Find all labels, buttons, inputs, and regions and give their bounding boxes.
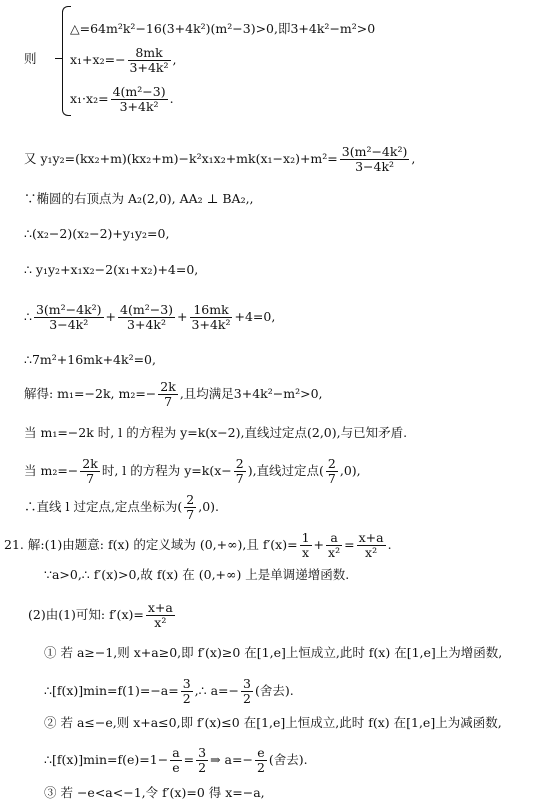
case3-line: ③ 若 −e<a<−1,令 f′(x)=0 得 x=−a,: [44, 785, 265, 800]
case-m2-line: 当 m₂=− $\frac{2k}{7}$ 时, l 的方程为 y=k(x− $\frac{2}{7}$ ),直线过定点( $\frac{2}{7}$ ,0),: [24, 456, 361, 486]
y1y2-line: 又 y₁y₂=(kx₂+m)(kx₂+m)−k²x₁x₂+mk(x₁−x₂)+m²= $\frac{\text{3(m²−4k²)}}{\text{3−4k²}}$ ,: [24, 144, 416, 174]
vertex-line: ∵椭圆的右顶点为 A₂(2,0), AA₂ ⊥ BA₂,,: [24, 191, 254, 206]
fixed-point-line: ∴直线 l 过定点,定点坐标为( $\frac{2}{7}$ ,0).: [24, 492, 220, 522]
sum-line: x₁+x₂=− $\frac{8mk}{\text{3+4k²}}$ ,: [70, 45, 177, 75]
then-label: 则: [24, 51, 37, 66]
discriminant-line: △=64m²k²−16(3+4k²)(m²−3)>0,即3+4k²−m²>0: [70, 21, 376, 36]
case2-line: ② 若 a≤−e,则 x+a≤0,即 f′(x)≤0 在[1,e]上恒成立,此时 f(x) 在[1,e]上为减函数,: [44, 715, 502, 730]
case2-result-line: ∴[f(x)]min=f(e)=1− $\frac{a}{e}$ = $\frac{3}{2}$ ⇒ a=− $\frac{e}{2}$ (舍去).: [44, 745, 308, 775]
expand-line: ∴ y₁y₂+x₁x₂−2(x₁+x₂)+4=0,: [24, 262, 199, 277]
substitute-line: ∴ $\frac{\text{3(m²−4k²)}}{\text{3−4k²}}$ + $\frac{\text{4(m²−3)}}{\text{3+4k²}}$ + $\frac{16mk}{\text{3+4k²}}$ +4=0,: [24, 302, 276, 332]
case1-result-line: ∴[f(x)]min=f(1)=−a= $\frac{3}{2}$ ,∴ a=− $\frac{3}{2}$ (舍去).: [44, 676, 294, 706]
case1-line: ① 若 a≥−1,则 x+a≥0,即 f′(x)≥0 在[1,e]上恒成立,此时 f(x) 在[1,e]上为增函数,: [44, 645, 503, 660]
perp-eq-line: ∴(x₂−2)(x₂−2)+y₁y₂=0,: [24, 226, 170, 241]
increasing-line: ∵a>0,∴ f′(x)>0,故 f(x) 在 (0,+∞) 上是单调递增函数.: [44, 567, 350, 582]
solution-line: 解得: m₁=−2k, m₂=− $\frac{2k}{7}$ ,且均满足3+4k²−m²>0,: [24, 379, 323, 409]
part2-line: (2)由(1)可知: f′(x)= $\frac{x+a}{\text{x²}}$: [28, 600, 173, 630]
quadratic-line: ∴7m²+16mk+4k²=0,: [24, 352, 156, 367]
product-line: x₁·x₂= $\frac{\text{4(m²−3)}}{\text{3+4k²}}$ .: [70, 84, 174, 114]
case-m1-line: 当 m₁=−2k 时, l 的方程为 y=k(x−2),直线过定点(2,0),与已知矛盾.: [24, 425, 408, 440]
system-brace-tip: [55, 58, 63, 59]
problem-21-line: 21. 解:(1)由题意: f(x) 的定义域为 (0,+∞),且 f′(x)= $\frac{1}{x}$ + $\frac{a}{\text{x²}}$ = $\frac{x+a}{\text{x²}}$ .: [4, 530, 392, 560]
